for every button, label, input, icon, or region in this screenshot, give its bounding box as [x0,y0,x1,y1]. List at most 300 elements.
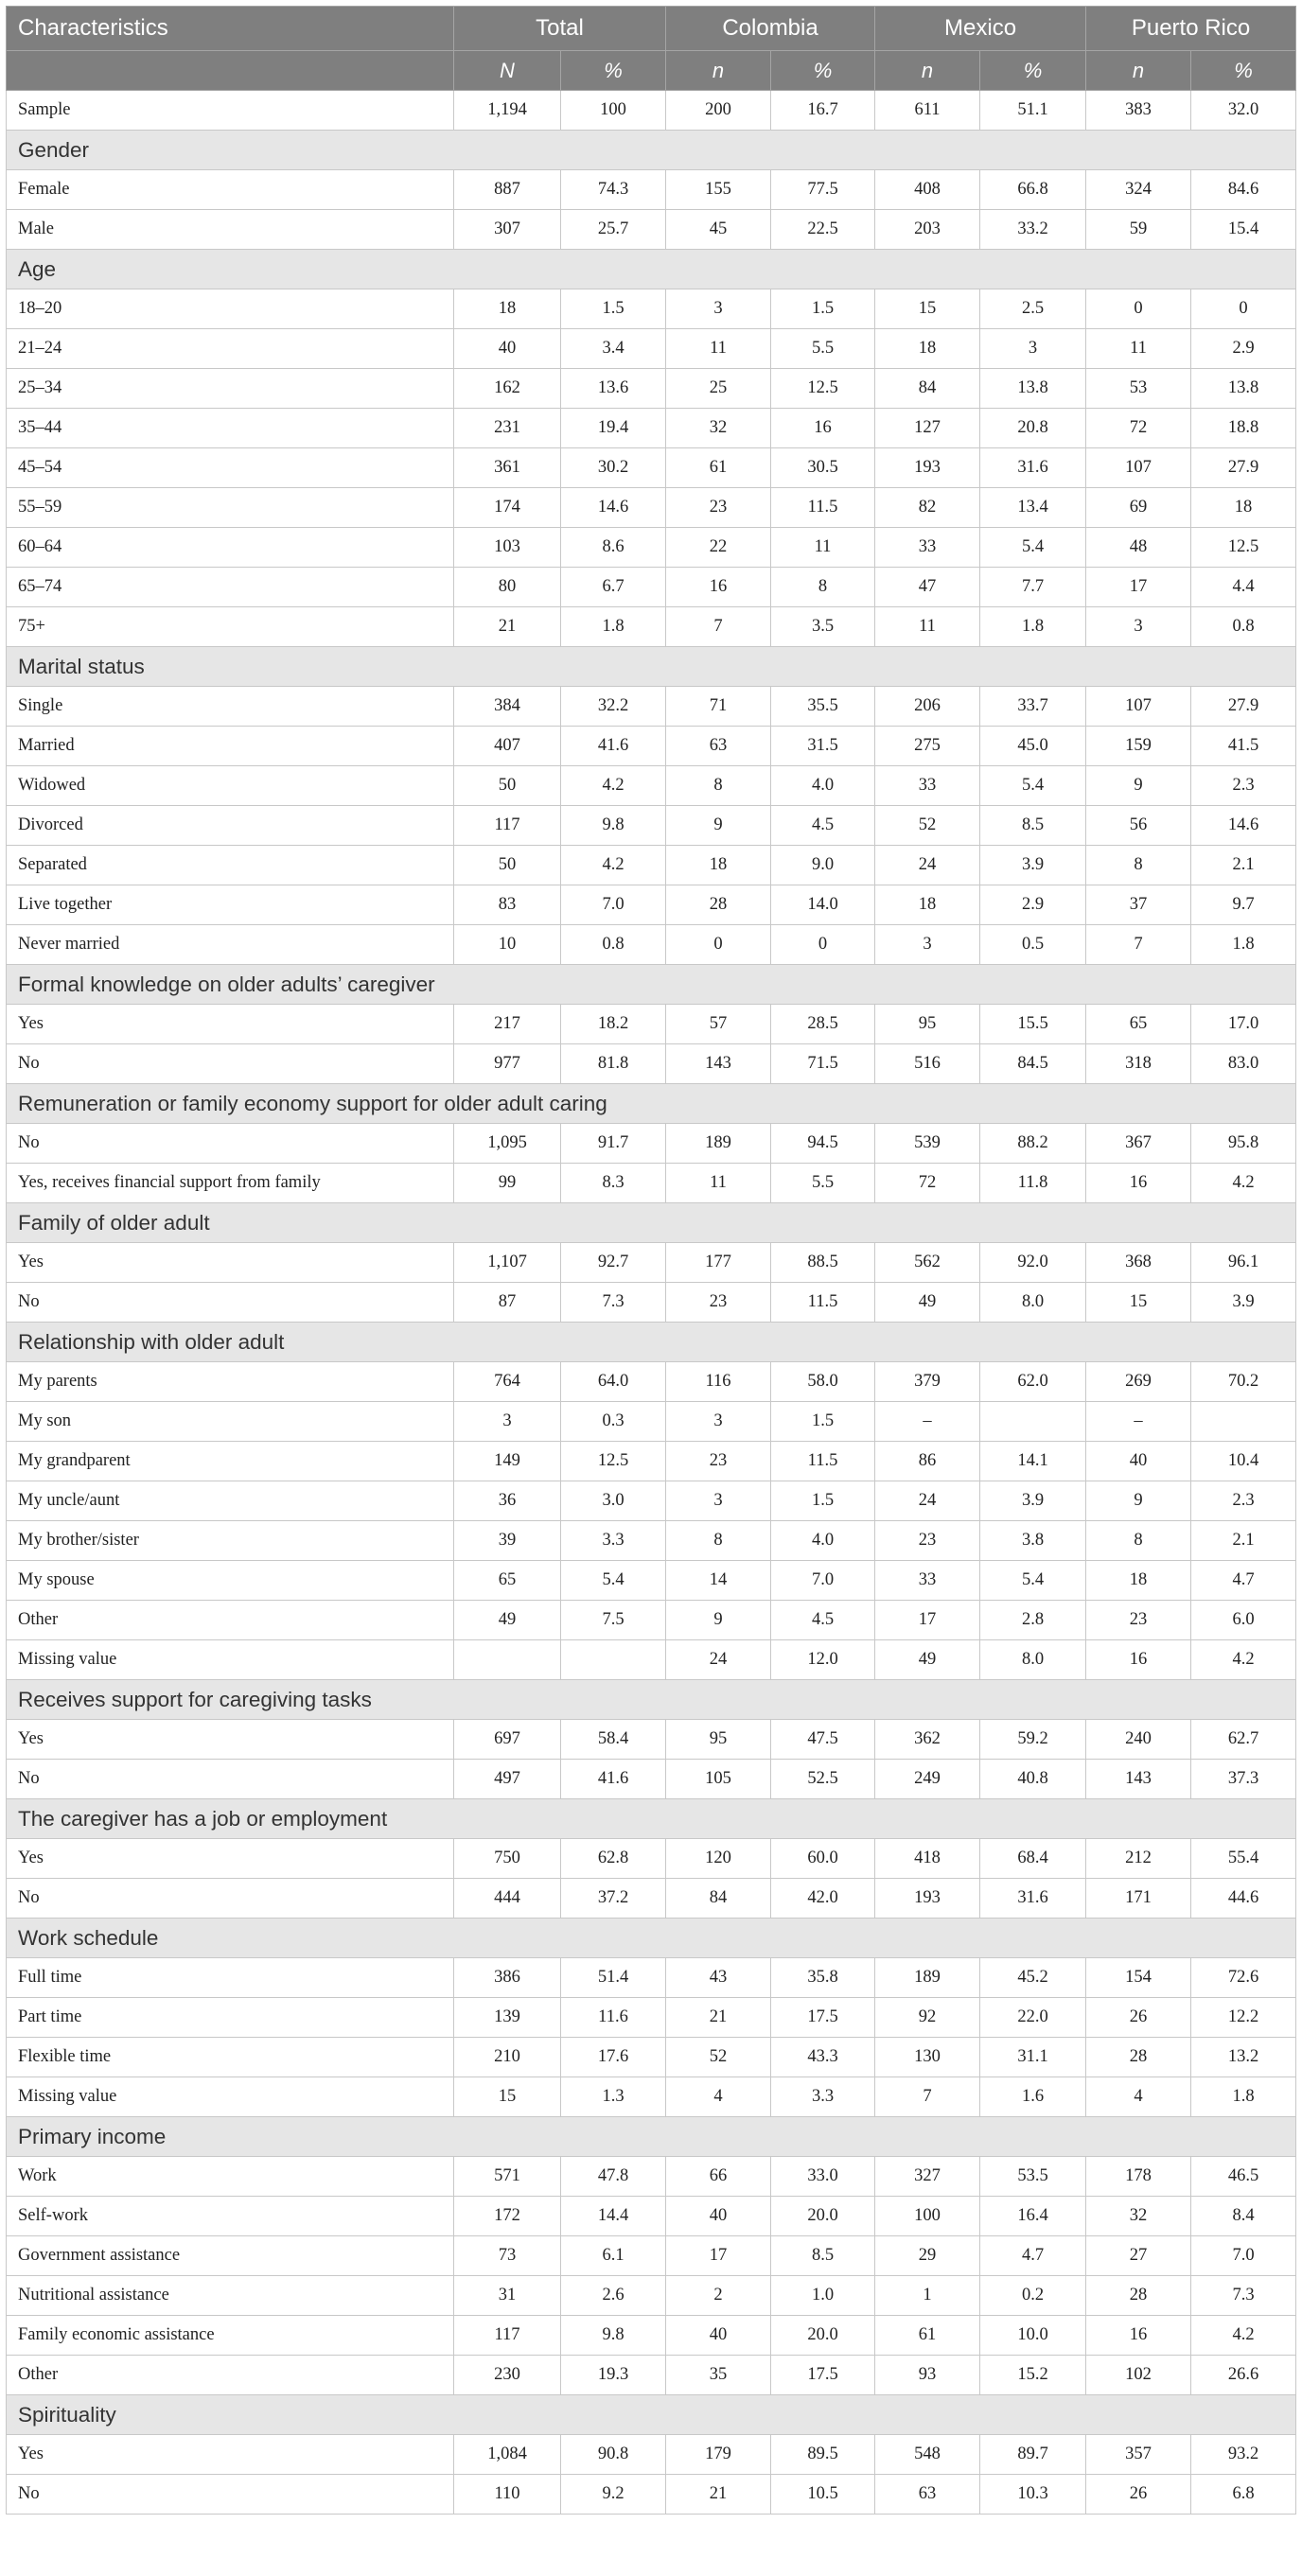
table-cell: 562 [875,1243,980,1283]
table-cell: 18 [1191,488,1296,528]
table-cell: 42.0 [771,1879,875,1919]
group-header-puerto-rico: Puerto Rico [1086,7,1296,51]
row-label: No [7,2475,454,2515]
table-cell: 77.5 [771,170,875,210]
table-cell: 25 [666,369,771,409]
table-cell: 66.8 [980,170,1086,210]
table-cell: 4.5 [771,806,875,846]
table-cell: 324 [1086,170,1191,210]
table-cell: 10.3 [980,2475,1086,2515]
table-cell: 65 [454,1561,561,1601]
table-row [7,727,1296,766]
table-cell: 15.4 [1191,210,1296,250]
row-label: No [7,1283,454,1323]
table-cell: 80 [454,568,561,607]
table-cell: 86 [875,1442,980,1481]
table-cell: 206 [875,687,980,727]
table-cell: 2.8 [980,1601,1086,1640]
table-row [7,1760,1296,1799]
table-cell: 60.0 [771,1839,875,1879]
table-cell: 13.2 [1191,2038,1296,2077]
table-cell: 7.7 [980,568,1086,607]
table-cell: 7.5 [561,1601,666,1640]
table-row [7,329,1296,369]
table-cell: 407 [454,727,561,766]
table-cell: 1.0 [771,2276,875,2316]
table-cell: 82 [875,488,980,528]
table-cell: 66 [666,2157,771,2197]
table-row [7,528,1296,568]
table-cell: 31.5 [771,727,875,766]
table-cell: 8 [666,1521,771,1561]
row-label: Part time [7,1998,454,2038]
table-cell: 45.2 [980,1958,1086,1998]
table-cell: 117 [454,2316,561,2356]
table-cell: 3 [666,289,771,329]
table-cell: 697 [454,1720,561,1760]
subheader-total-pct: % [561,51,666,91]
table-row [7,568,1296,607]
table-row [7,1998,1296,2038]
table-cell: 16.7 [771,91,875,131]
table-cell: 4.7 [980,2236,1086,2276]
table-cell: 307 [454,210,561,250]
table-cell: 750 [454,1839,561,1879]
table-cell: 26 [1086,1998,1191,2038]
table-cell: 193 [875,448,980,488]
table-cell: 12.2 [1191,1998,1296,2038]
row-label: 75+ [7,607,454,647]
table-cell: 200 [666,91,771,131]
row-label: My parents [7,1362,454,1402]
table-cell: 59.2 [980,1720,1086,1760]
table-cell: 32.0 [1191,91,1296,131]
characteristics-table [6,6,1296,2515]
table-cell: 84.5 [980,1044,1086,1084]
table-cell: 5.4 [980,766,1086,806]
table-cell: 27 [1086,2236,1191,2276]
row-label: Yes [7,2435,454,2475]
table-cell: 87 [454,1283,561,1323]
table-cell: 12.5 [771,369,875,409]
row-label: Missing value [7,1640,454,1680]
table-cell: 154 [1086,1958,1191,1998]
table-cell: 9 [1086,1481,1191,1521]
table-cell: 217 [454,1005,561,1044]
table-cell: 379 [875,1362,980,1402]
table-cell: 764 [454,1362,561,1402]
table-cell: 1.8 [561,607,666,647]
table-cell: 3 [666,1402,771,1442]
table-cell: 95 [875,1005,980,1044]
row-label: Single [7,687,454,727]
table-cell: 89.5 [771,2435,875,2475]
table-cell: 3.3 [771,2077,875,2117]
table-cell: 6.8 [1191,2475,1296,2515]
table-cell: 8 [666,766,771,806]
row-label: Nutritional assistance [7,2276,454,2316]
table-cell: 23 [666,1283,771,1323]
row-label: 60–64 [7,528,454,568]
table-cell: 65 [1086,1005,1191,1044]
table-cell: 2.5 [980,289,1086,329]
table-cell: 179 [666,2435,771,2475]
table-cell: 149 [454,1442,561,1481]
table-cell: 8 [771,568,875,607]
table-cell: 53 [1086,369,1191,409]
table-cell: 24 [666,1640,771,1680]
table-cell: 8.5 [771,2236,875,2276]
table-cell: 92.7 [561,1243,666,1283]
table-cell: 58.4 [561,1720,666,1760]
table-row [7,1640,1296,1680]
table-cell: 84 [875,369,980,409]
table-cell [454,1640,561,1680]
table-cell: 62.0 [980,1362,1086,1402]
table-cell [1191,1402,1296,1442]
table-row [7,806,1296,846]
section-title: Formal knowledge on older adults’ caregiver [7,965,1296,1005]
table-row [7,846,1296,885]
table-cell: 327 [875,2157,980,2197]
table-cell: 162 [454,369,561,409]
group-header-colombia: Colombia [666,7,875,51]
section-header-row [7,1203,1296,1243]
table-cell: 275 [875,727,980,766]
table-cell: 31.1 [980,2038,1086,2077]
table-cell: 4.2 [1191,1164,1296,1203]
table-cell: 6.1 [561,2236,666,2276]
table-cell: 93.2 [1191,2435,1296,2475]
table-cell: 8.4 [1191,2197,1296,2236]
section-header-row [7,647,1296,687]
table-cell: 31 [454,2276,561,2316]
table-cell: 1.5 [771,1481,875,1521]
table-cell: 72 [875,1164,980,1203]
table-cell: 361 [454,448,561,488]
table-cell: 16 [1086,1640,1191,1680]
row-label: No [7,1124,454,1164]
table-cell: 3.8 [980,1521,1086,1561]
table-cell: 174 [454,488,561,528]
table-row [7,409,1296,448]
table-cell: 1,095 [454,1124,561,1164]
table-cell: 362 [875,1720,980,1760]
table-cell: 49 [875,1640,980,1680]
table-cell: 3 [875,925,980,965]
table-cell: 887 [454,170,561,210]
table-cell: 611 [875,91,980,131]
row-label: Full time [7,1958,454,1998]
table-cell: 40 [1086,1442,1191,1481]
table-cell: 69 [1086,488,1191,528]
table-cell: 13.4 [980,488,1086,528]
table-cell: 71.5 [771,1044,875,1084]
section-title: Remuneration or family economy support for older adult caring [7,1084,1296,1124]
table-cell: 25.7 [561,210,666,250]
table-row [7,1442,1296,1481]
table-cell: 231 [454,409,561,448]
table-cell: 13.8 [980,369,1086,409]
table-cell: 3.0 [561,1481,666,1521]
table-cell: 17 [666,2236,771,2276]
table-cell: 6.7 [561,568,666,607]
table-cell: 1,084 [454,2435,561,2475]
table-cell: 15 [875,289,980,329]
table-row [7,1124,1296,1164]
table-cell: 18.2 [561,1005,666,1044]
table-cell: 9.2 [561,2475,666,2515]
table-row [7,1283,1296,1323]
table-cell: 84.6 [1191,170,1296,210]
table-cell: 100 [875,2197,980,2236]
table-cell: 55.4 [1191,1839,1296,1879]
table-cell: 12.0 [771,1640,875,1680]
table-cell: 105 [666,1760,771,1799]
table-cell: 26.6 [1191,2356,1296,2395]
table-cell: 46.5 [1191,2157,1296,2197]
table-cell: 17 [875,1601,980,1640]
table-row [7,766,1296,806]
table-cell: 5.4 [980,528,1086,568]
section-header-row [7,1323,1296,1362]
table-cell: 8.0 [980,1283,1086,1323]
table-cell: 7.0 [561,885,666,925]
table-cell: 44.6 [1191,1879,1296,1919]
table-cell: 47.5 [771,1720,875,1760]
table-cell: 89.7 [980,2435,1086,2475]
table-cell: 94.5 [771,1124,875,1164]
table-cell: 368 [1086,1243,1191,1283]
subheader-colombia-n: n [666,51,771,91]
table-cell: 1,107 [454,1243,561,1283]
table-cell: 35.8 [771,1958,875,1998]
table-cell: 1.8 [1191,2077,1296,2117]
row-label: My spouse [7,1561,454,1601]
table-cell: 14.6 [561,488,666,528]
row-label: Widowed [7,766,454,806]
table-cell: 18.8 [1191,409,1296,448]
table-cell: 0.8 [1191,607,1296,647]
table-cell: 15.2 [980,2356,1086,2395]
table-cell: 269 [1086,1362,1191,1402]
table-row [7,925,1296,965]
table-cell: 50 [454,846,561,885]
table-cell: 0.5 [980,925,1086,965]
row-label: Self-work [7,2197,454,2236]
table-cell: 43 [666,1958,771,1998]
table-row [7,170,1296,210]
table-cell: 7.0 [771,1561,875,1601]
table-cell: 19.3 [561,2356,666,2395]
table-cell: 0 [1086,289,1191,329]
table-cell: 14.0 [771,885,875,925]
table-cell: 14.1 [980,1442,1086,1481]
table-cell: 444 [454,1879,561,1919]
table-cell: 40 [666,2316,771,2356]
table-cell: 28 [666,885,771,925]
table-row [7,2356,1296,2395]
table-cell: 0.2 [980,2276,1086,2316]
table-cell: 178 [1086,2157,1191,2197]
table-cell: 7.0 [1191,2236,1296,2276]
table-cell: 1.8 [980,607,1086,647]
row-label: Other [7,1601,454,1640]
table-cell: 61 [666,448,771,488]
table-cell: 117 [454,806,561,846]
table-cell: 26 [1086,2475,1191,2515]
subheader-blank [7,51,454,91]
subheader-total-n: N [454,51,561,91]
table-cell: 4.7 [1191,1561,1296,1601]
table-cell: 1.5 [561,289,666,329]
table-cell: 1.6 [980,2077,1086,2117]
table-cell: 4 [666,2077,771,2117]
section-header-row [7,1084,1296,1124]
table-cell: 4.2 [561,846,666,885]
table-row [7,2475,1296,2515]
table-cell: 155 [666,170,771,210]
table-cell: 2.1 [1191,1521,1296,1561]
table-cell: 9.0 [771,846,875,885]
table-cell: 17.5 [771,2356,875,2395]
table-cell: 64.0 [561,1362,666,1402]
table-row [7,1362,1296,1402]
section-title: Receives support for caregiving tasks [7,1680,1296,1720]
subheader-puerto-rico-n: n [1086,51,1191,91]
table-cell: 2.9 [980,885,1086,925]
table-cell: 8.0 [980,1640,1086,1680]
row-label: My son [7,1402,454,1442]
table-cell: 61 [875,2316,980,2356]
table-cell: 3 [1086,607,1191,647]
table-cell: 40 [454,329,561,369]
table-cell: 19.4 [561,409,666,448]
table-cell: 4.2 [1191,1640,1296,1680]
table-cell: 95.8 [1191,1124,1296,1164]
table-cell: 11.5 [771,1283,875,1323]
header-row-subheaders [7,51,1296,91]
section-title: Primary income [7,2117,1296,2157]
section-header-row [7,965,1296,1005]
table-cell: 110 [454,2475,561,2515]
table-row [7,2038,1296,2077]
table-cell: 47 [875,568,980,607]
table-cell [561,1640,666,1680]
table-cell: 20.0 [771,2197,875,2236]
table-cell: 17.5 [771,1998,875,2038]
row-label: Missing value [7,2077,454,2117]
table-cell: 1.5 [771,289,875,329]
table-cell: 11 [875,607,980,647]
table-cell: 193 [875,1879,980,1919]
table-cell: 11.5 [771,488,875,528]
table-cell: 7 [1086,925,1191,965]
table-cell: 0 [666,925,771,965]
table-row [7,1521,1296,1561]
table-cell: 8.3 [561,1164,666,1203]
section-title: Spirituality [7,2395,1296,2435]
table-cell: 81.8 [561,1044,666,1084]
table-cell: 43.3 [771,2038,875,2077]
table-cell: 23 [666,1442,771,1481]
table-cell: 210 [454,2038,561,2077]
table-cell: 20.0 [771,2316,875,2356]
table-cell: 62.7 [1191,1720,1296,1760]
table-cell: 2.9 [1191,329,1296,369]
table-cell: 49 [875,1283,980,1323]
table-cell: 6.0 [1191,1601,1296,1640]
row-label: 25–34 [7,369,454,409]
table-row [7,1958,1296,1998]
table-cell: 977 [454,1044,561,1084]
table-cell: 10.0 [980,2316,1086,2356]
row-label: Flexible time [7,2038,454,2077]
row-label: My brother/sister [7,1521,454,1561]
characteristics-header: Characteristics [7,7,454,51]
table-cell: 59 [1086,210,1191,250]
table-cell: 14.6 [1191,806,1296,846]
row-label: Family economic assistance [7,2316,454,2356]
section-header-row [7,1680,1296,1720]
table-cell: 33.7 [980,687,1086,727]
table-row [7,1561,1296,1601]
table-cell: 32 [666,409,771,448]
table-cell: 21 [666,2475,771,2515]
table-cell: 7 [875,2077,980,2117]
table-cell: 22 [666,528,771,568]
table-cell: 35 [666,2356,771,2395]
table-cell: 31.6 [980,1879,1086,1919]
table-cell: 100 [561,91,666,131]
table-header [7,7,1296,91]
table-cell: 18 [875,329,980,369]
table-cell: 12.5 [1191,528,1296,568]
table-row [7,448,1296,488]
row-label: Yes [7,1243,454,1283]
table-cell: 71 [666,687,771,727]
table-cell: 7.3 [1191,2276,1296,2316]
row-label: Divorced [7,806,454,846]
table-cell: 13.6 [561,369,666,409]
table-cell: 5.4 [980,1561,1086,1601]
table-cell: 10.4 [1191,1442,1296,1481]
table-cell: 27.9 [1191,448,1296,488]
table-cell: 23 [1086,1601,1191,1640]
row-label: Sample [7,91,454,131]
table-cell: – [875,1402,980,1442]
section-title: Work schedule [7,1919,1296,1958]
table-cell: 17.0 [1191,1005,1296,1044]
table-cell: 16 [1086,2316,1191,2356]
table-cell: 74.3 [561,170,666,210]
table-row [7,488,1296,528]
table-cell: 47.8 [561,2157,666,2197]
table-cell: 33.0 [771,2157,875,2197]
table-cell: 3 [980,329,1086,369]
table-row [7,2157,1296,2197]
table-cell: 9.8 [561,2316,666,2356]
table-cell: 88.2 [980,1124,1086,1164]
table-cell: 143 [666,1044,771,1084]
table-cell: 62.8 [561,1839,666,1879]
table-cell: 7 [666,607,771,647]
table-cell: 516 [875,1044,980,1084]
table-cell: 53.5 [980,2157,1086,2197]
table-row [7,2276,1296,2316]
subheader-mexico-pct: % [980,51,1086,91]
table-cell: 52 [875,806,980,846]
